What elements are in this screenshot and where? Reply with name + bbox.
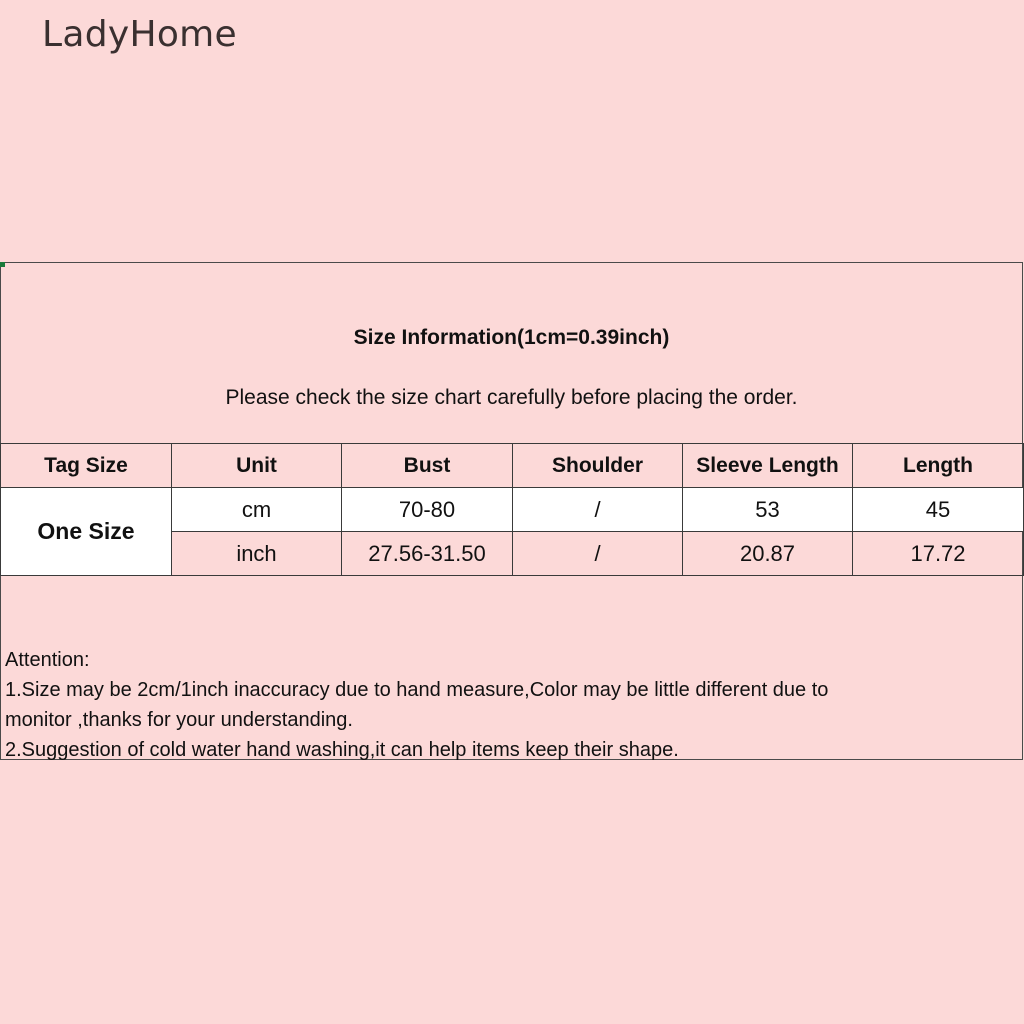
- size-table: [0, 443, 1024, 576]
- sleeve-cell: 20.87: [683, 532, 853, 576]
- bust-cell: 70-80: [342, 488, 513, 532]
- unit-cell: cm: [172, 488, 342, 532]
- header-tag-size: Tag Size: [1, 444, 172, 488]
- attention-note-1-cont: monitor ,thanks for your understanding.: [5, 709, 353, 731]
- attention-note-1: 1.Size may be 2cm/1inch inaccuracy due to hand measure,Color may be little different due to: [5, 679, 829, 701]
- size-info-subtitle: Please check the size chart carefully before placing the order.: [225, 386, 798, 409]
- shoulder-cell: /: [513, 532, 683, 576]
- attention-note-2: 2.Suggestion of cold water hand washing,it can help items keep their shape.: [5, 739, 679, 761]
- header-shoulder: Shoulder: [513, 444, 683, 488]
- tag-size-cell: One Size: [1, 488, 172, 576]
- shoulder-cell: /: [513, 488, 683, 532]
- table-header-row: [1, 444, 1024, 488]
- header-unit: Unit: [172, 444, 342, 488]
- unit-cell: inch: [172, 532, 342, 576]
- size-info-title: Size Information(1cm=0.39inch): [353, 326, 670, 349]
- header-bust: Bust: [342, 444, 513, 488]
- length-cell: 45: [853, 488, 1024, 532]
- brand-logo: LadyHome: [42, 14, 237, 55]
- bust-cell: 27.56-31.50: [342, 532, 513, 576]
- length-cell: 17.72: [853, 532, 1024, 576]
- attention-notes: [5, 645, 1015, 765]
- header-sleeve-length: Sleeve Length: [683, 444, 853, 488]
- header-length: Length: [853, 444, 1024, 488]
- table-row: [1, 488, 1024, 532]
- attention-heading: Attention:: [5, 649, 90, 671]
- sleeve-cell: 53: [683, 488, 853, 532]
- corner-marker: [0, 262, 5, 267]
